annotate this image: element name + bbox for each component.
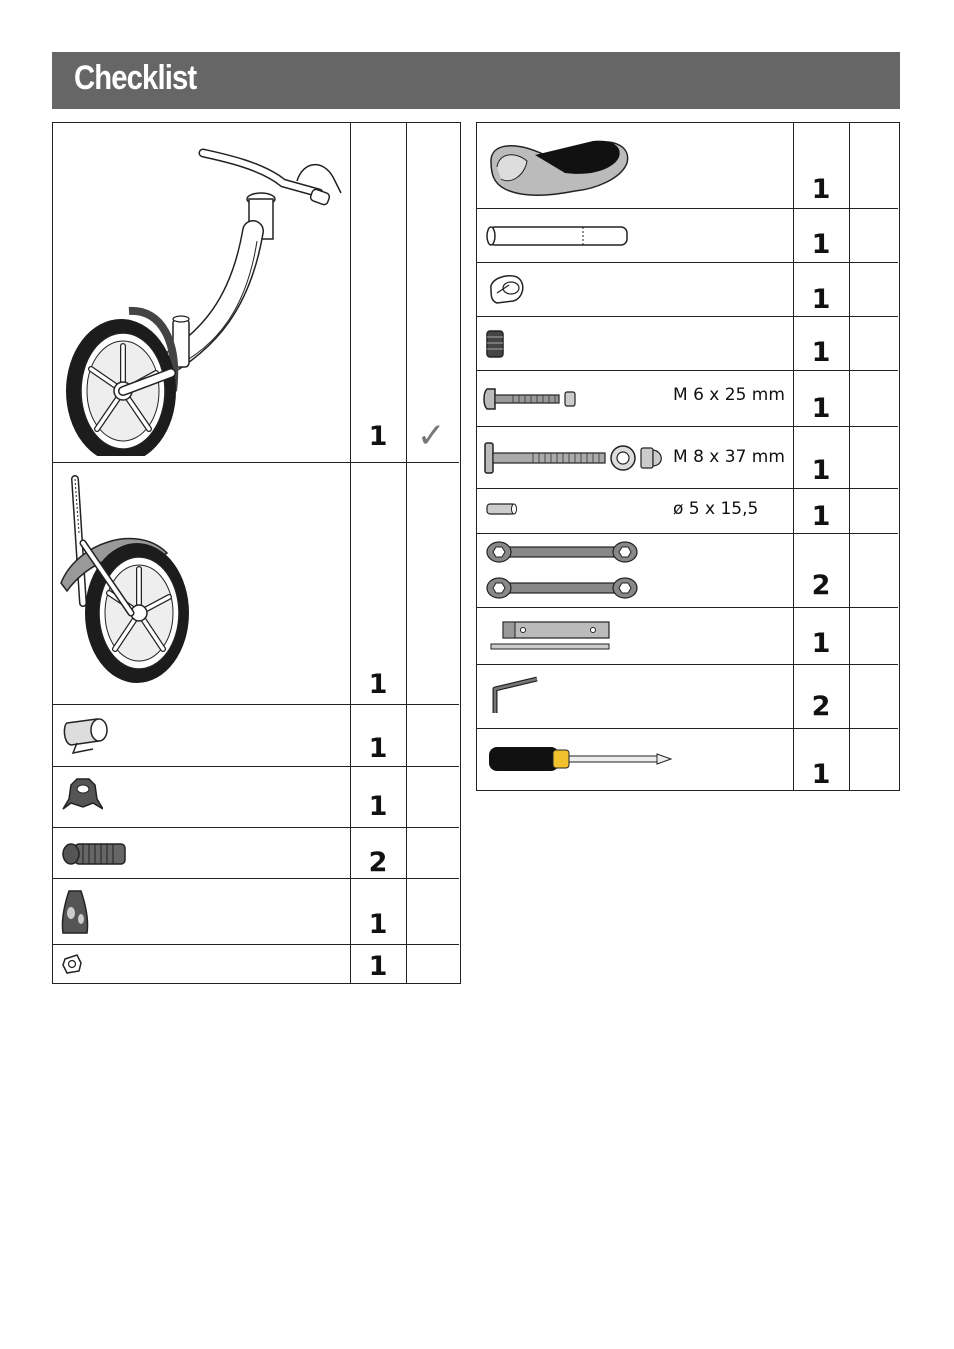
table-row — [477, 317, 898, 371]
seat-post-icon — [485, 223, 631, 249]
quantity: 1 — [368, 909, 388, 940]
quantity: 2 — [811, 691, 831, 722]
table-row — [477, 729, 898, 790]
handlebar-grip-icon — [61, 841, 127, 867]
quantity: 1 — [811, 455, 831, 486]
plug-icon — [485, 329, 507, 359]
table-row — [53, 705, 459, 767]
table-row — [477, 263, 898, 317]
page-title: Checklist — [74, 59, 197, 97]
quantity: 1 — [368, 791, 388, 822]
quantity: 1 — [368, 669, 388, 700]
screwdriver-icon — [487, 745, 673, 773]
bearing-cup-icon — [61, 775, 103, 817]
table-row — [477, 608, 898, 665]
allen-key-icon — [489, 675, 541, 717]
open-ring-spanner-icon — [485, 540, 641, 600]
checked-checkmark-icon[interactable]: ✓ — [417, 416, 446, 456]
right-checklist-table — [476, 122, 900, 791]
quantity: 2 — [368, 847, 388, 878]
bolt-size-label: M 6 x 25 mm — [673, 385, 785, 405]
table-row — [477, 665, 898, 729]
quantity: 1 — [811, 628, 831, 659]
quantity: 1 — [811, 284, 831, 315]
quantity: 1 — [811, 393, 831, 424]
table-row — [477, 371, 898, 427]
small-clip-icon — [61, 953, 83, 975]
table-row — [477, 123, 898, 209]
quantity: 1 — [368, 951, 388, 982]
left-checklist-table — [52, 122, 461, 984]
axle-bolt-size-label: M 8 x 37 mm — [673, 447, 785, 467]
frame-front-wheel-illustration — [61, 141, 346, 456]
quantity: 1 — [811, 337, 831, 368]
quantity: 1 — [811, 501, 831, 532]
table-row — [477, 427, 898, 489]
table-row — [477, 534, 898, 608]
box-wrench-bar-icon — [489, 620, 611, 652]
table-row — [53, 879, 459, 945]
pin-icon — [485, 501, 519, 517]
pin-size-label: ø 5 x 15,5 — [673, 499, 759, 519]
table-row — [53, 945, 459, 983]
quantity: 1 — [811, 759, 831, 790]
bolt-with-nut-icon — [483, 387, 579, 411]
table-row — [53, 463, 459, 705]
rear-wheel-fork-illustration — [57, 473, 197, 698]
quantity: 1 — [811, 229, 831, 260]
table-row — [53, 123, 459, 463]
seat-clamp-icon — [487, 271, 527, 307]
axle-bolt-washer-nut-icon — [483, 441, 667, 475]
quantity: 1 — [811, 174, 831, 205]
quantity: 1 — [368, 421, 388, 452]
table-row — [477, 489, 898, 534]
tube-clamp-icon — [63, 715, 115, 755]
table-row — [53, 828, 459, 879]
saddle-icon — [485, 133, 633, 203]
quantity: 2 — [811, 570, 831, 601]
end-cap-icon — [61, 889, 89, 937]
quantity: 1 — [368, 733, 388, 764]
table-row — [477, 209, 898, 263]
header-bar — [52, 52, 900, 109]
table-row — [53, 767, 459, 828]
